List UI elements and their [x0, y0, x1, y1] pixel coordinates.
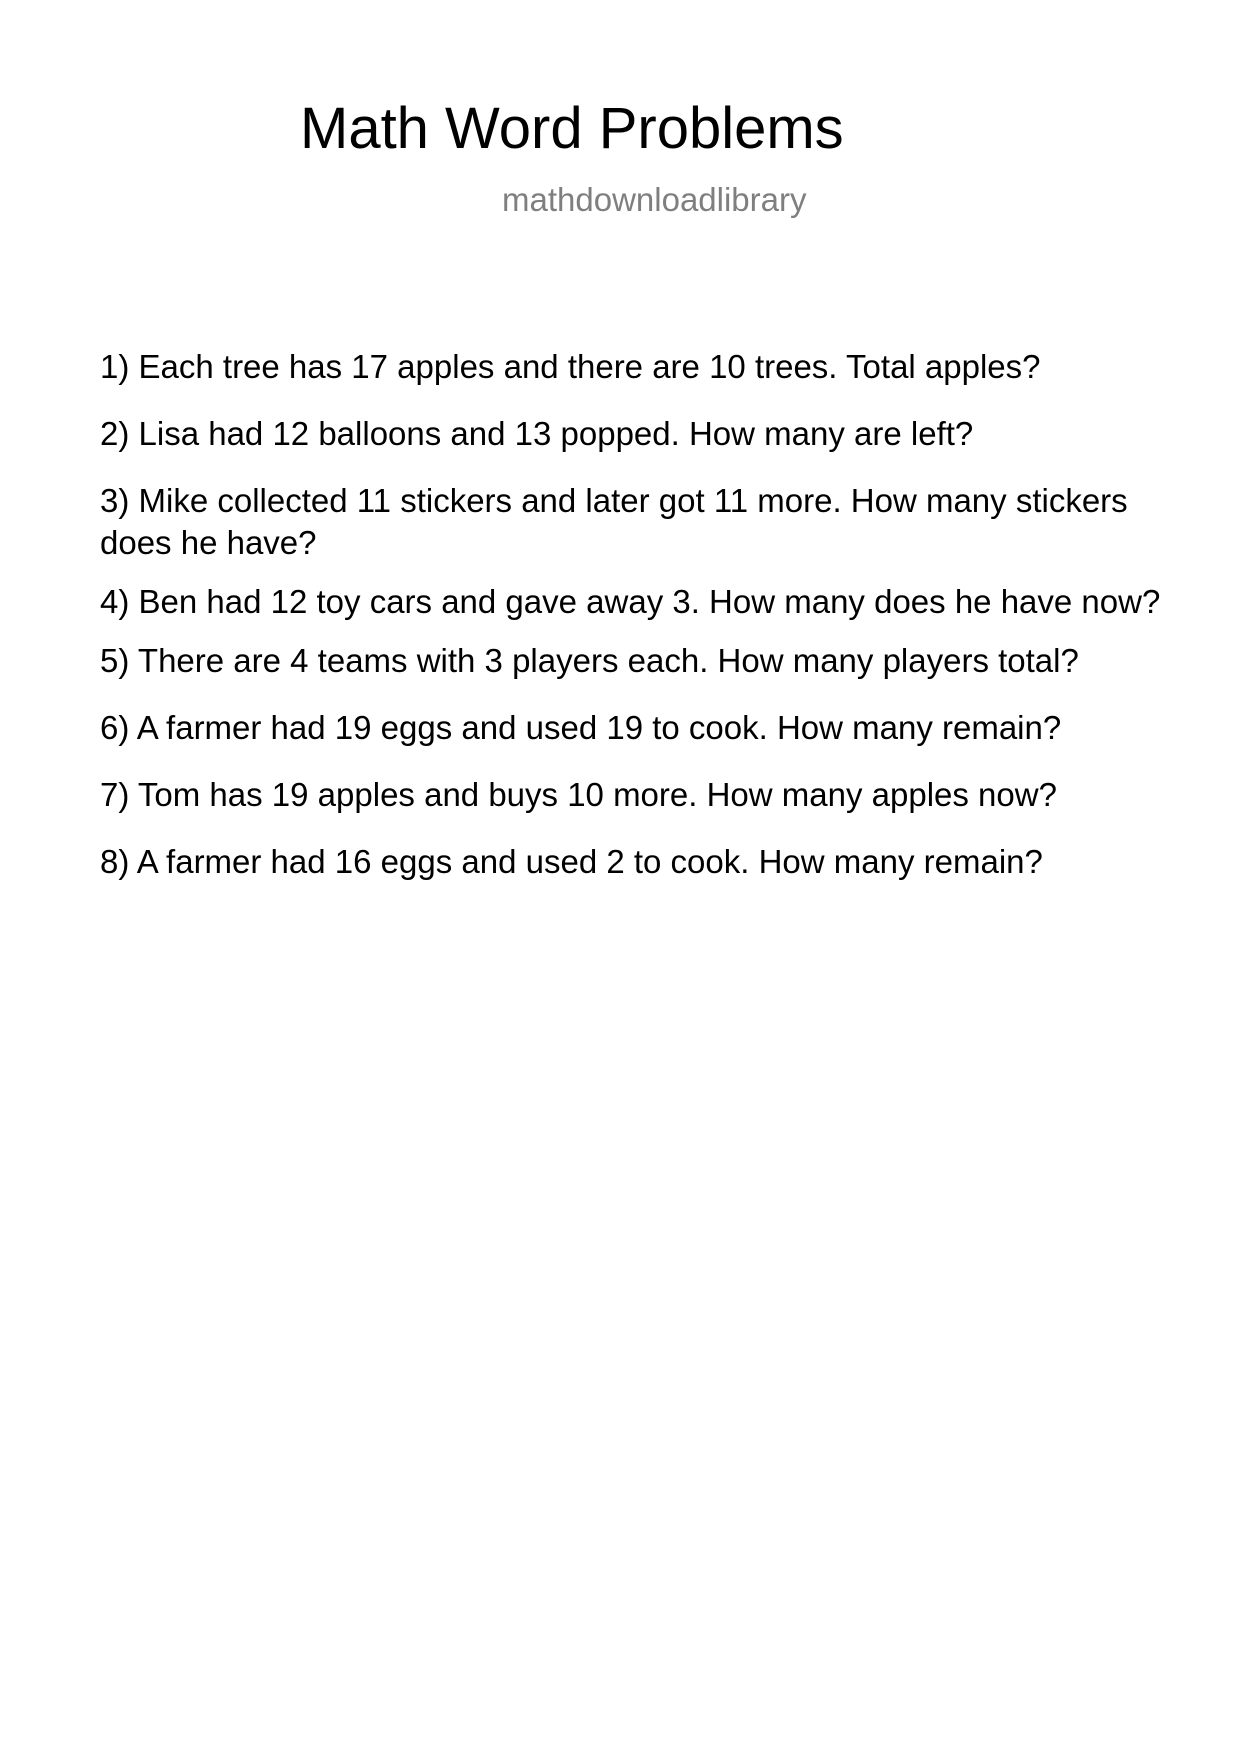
problem-item-7: 7) Tom has 19 apples and buys 10 more. How many apples now? [100, 776, 1057, 813]
problem-item-6: 6) A farmer had 19 eggs and used 19 to cook. How many remain? [100, 709, 1062, 746]
problem-item-5: 5) There are 4 teams with 3 players each. How many players total? [100, 642, 1079, 679]
page-subtitle: mathdownloadlibrary [502, 181, 807, 218]
problem-item-1: 1) Each tree has 17 apples and there are 10 trees. Total apples? [100, 348, 1041, 385]
page-title: Math Word Problems [300, 96, 844, 161]
problem-item-4: 4) Ben had 12 toy cars and gave away 3. How many does he have now? [100, 583, 1161, 620]
problem-item-8: 8) A farmer had 16 eggs and used 2 to cook. How many remain? [100, 843, 1043, 880]
problem-list [100, 346, 1180, 908]
problem-item-3: 3) Mike collected 11 stickers and later got 11 more. How many stickers does he have? [100, 482, 1128, 561]
problem-item-2: 2) Lisa had 12 balloons and 13 popped. How many are left? [100, 415, 974, 452]
